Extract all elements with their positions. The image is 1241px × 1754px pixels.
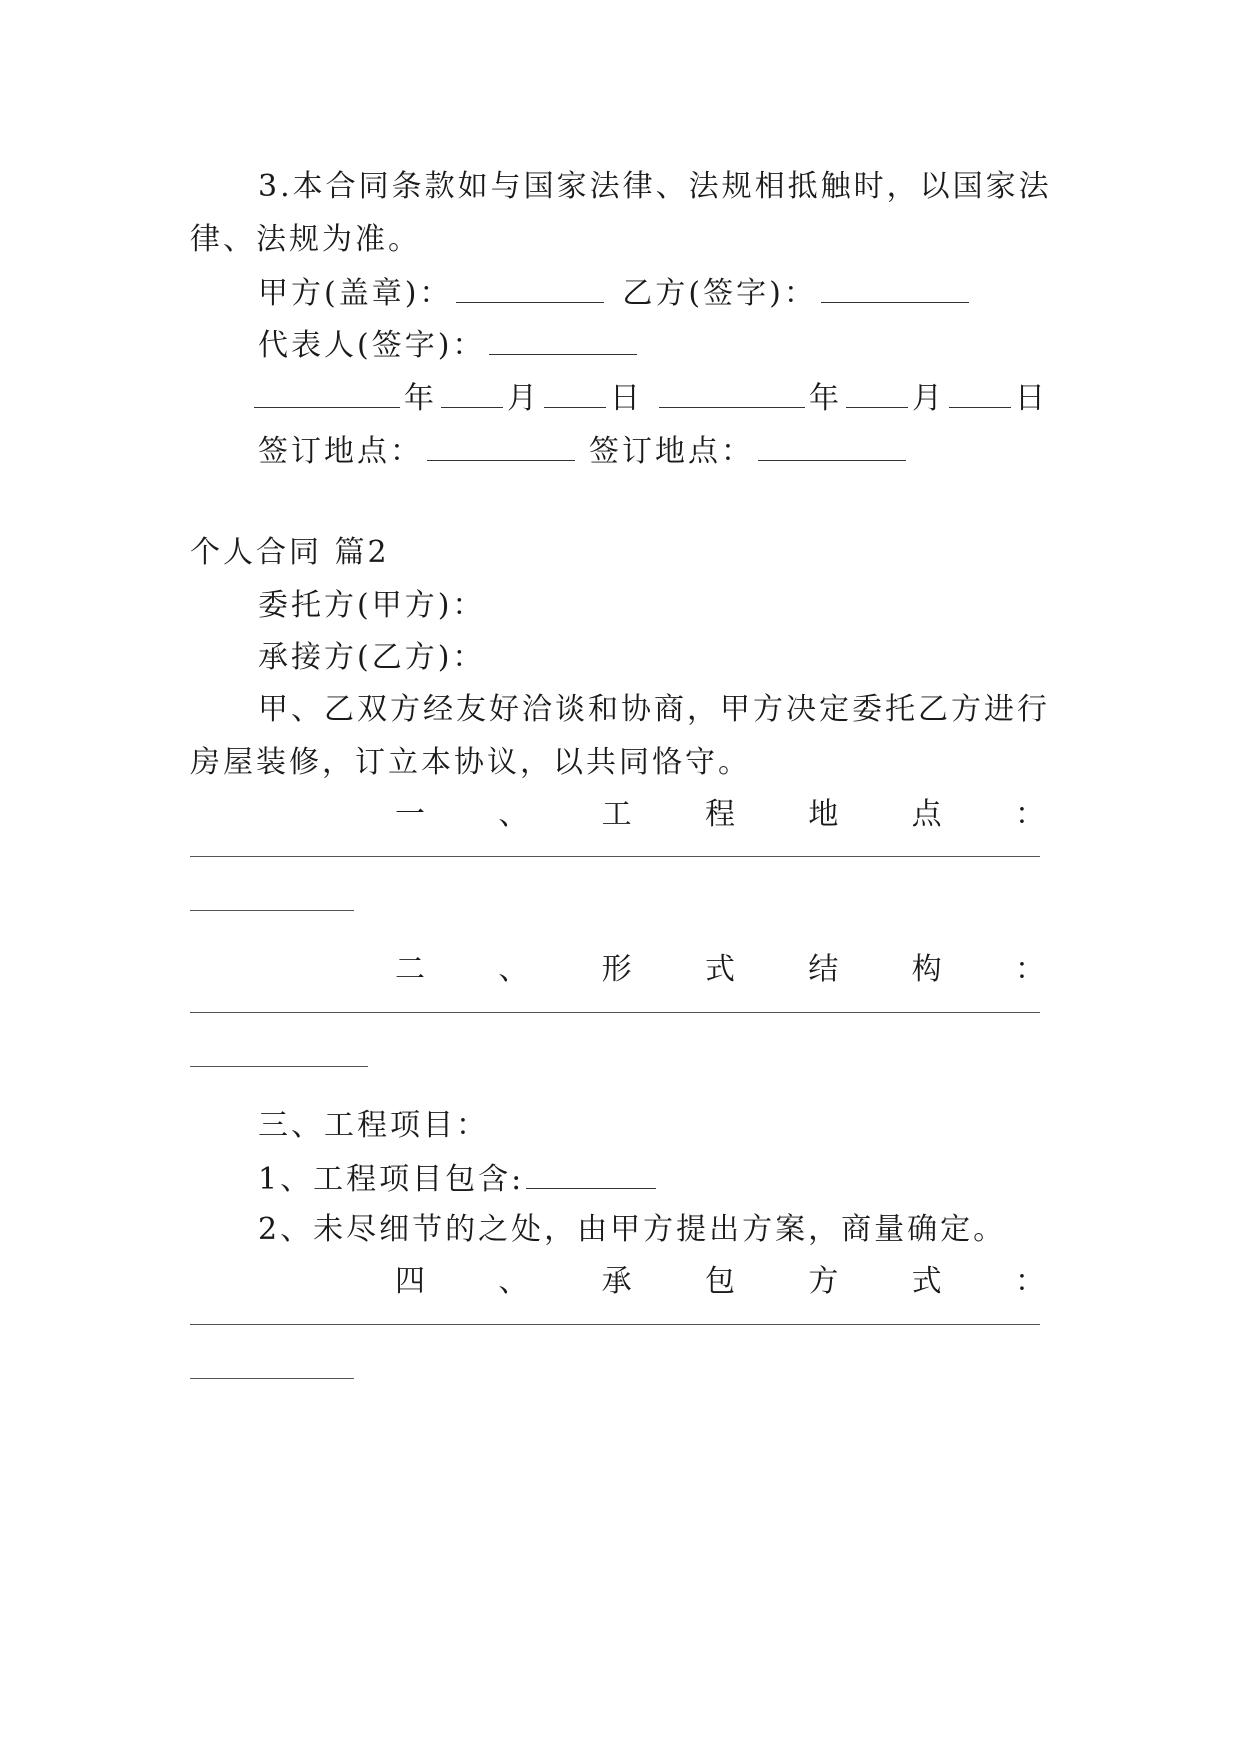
item-3-heading: 三、工程项目： <box>258 1108 489 1143</box>
party-b-label: 乙方(签字)： <box>622 276 817 311</box>
item-2-char: 式 <box>704 952 735 987</box>
item-2-char: 二 <box>395 952 425 987</box>
item-4-char: 包 <box>704 1264 735 1299</box>
place-b-blank <box>758 430 906 461</box>
item-1-fill-line-1 <box>190 856 1040 857</box>
date-a-day-blank <box>544 377 606 408</box>
item-3-sub-1-blank <box>526 1158 656 1189</box>
section-heading: 个人合同 篇2 <box>190 535 390 570</box>
clause-3-line-2: 律、法规为准。 <box>190 222 421 257</box>
item-2-char: ： <box>1014 952 1045 987</box>
item-1-char: 工 <box>601 797 632 832</box>
item-1-char: ： <box>1014 797 1045 832</box>
item-2-char: 形 <box>601 952 632 987</box>
item-1-char: 、 <box>498 797 529 832</box>
date-b-month-label: 月 <box>912 381 945 416</box>
clause-3-line-1: 3.本合同条款如与国家法律、法规相抵触时，以国家法 <box>258 169 1052 204</box>
item-1-char: 程 <box>704 797 735 832</box>
party-a-label: 甲方(盖章)： <box>258 276 453 311</box>
item-3-sub-2: 2、未尽细节的之处，由甲方提出方案，商量确定。 <box>258 1212 1007 1247</box>
place-row <box>258 430 1050 472</box>
party-b-blank <box>821 272 969 303</box>
item-2-char: 构 <box>911 952 942 987</box>
item-4-char: 方 <box>808 1264 839 1299</box>
item-2-heading <box>395 950 1045 990</box>
party-signature-row <box>258 272 1050 314</box>
item-4-char: 、 <box>498 1264 529 1299</box>
item-2-fill-line-2 <box>190 1066 368 1067</box>
item-1-fill-line-2 <box>190 910 354 911</box>
date-a-month-label: 月 <box>507 381 540 416</box>
representative-row <box>258 324 1050 366</box>
item-1-char: 一 <box>395 797 425 832</box>
item-2-char: 、 <box>498 952 529 987</box>
item-3-sub-1-row <box>258 1158 1050 1200</box>
item-4-heading <box>395 1262 1045 1302</box>
contractor-label: 承接方(乙方)： <box>258 640 486 675</box>
representative-label: 代表人(签字)： <box>258 328 486 363</box>
item-1-char: 点 <box>911 797 942 832</box>
item-4-char: 式 <box>911 1264 942 1299</box>
intro-line-1: 甲、乙双方经友好洽谈和协商，甲方决定委托乙方进行 <box>258 692 1050 727</box>
date-a-day-label: 日 <box>610 381 643 416</box>
date-a-year-blank <box>254 377 400 408</box>
place-a-label: 签订地点： <box>258 434 423 469</box>
item-4-char: ： <box>1014 1264 1045 1299</box>
date-b-day-blank <box>949 377 1011 408</box>
item-4-fill-line-1 <box>190 1324 1040 1325</box>
item-2-char: 结 <box>808 952 839 987</box>
date-b-year-blank <box>659 377 805 408</box>
item-3-sub-1-label: 1、工程项目包含: <box>258 1162 525 1197</box>
intro-line-2: 房屋装修，订立本协议，以共同恪守。 <box>190 745 751 780</box>
item-2-fill-line-1 <box>190 1012 1040 1013</box>
date-row <box>254 377 1046 419</box>
date-b-day-label: 日 <box>1015 381 1048 416</box>
item-1-char: 地 <box>808 797 839 832</box>
place-a-blank <box>427 430 575 461</box>
date-b-year-label: 年 <box>809 381 842 416</box>
date-a-year-label: 年 <box>404 381 437 416</box>
item-1-heading <box>395 795 1045 835</box>
item-4-fill-line-2 <box>190 1378 354 1379</box>
date-b-month-blank <box>846 377 908 408</box>
date-a-month-blank <box>441 377 503 408</box>
party-a-blank <box>456 272 604 303</box>
item-4-char: 四 <box>395 1264 425 1299</box>
place-b-label: 签订地点： <box>589 434 754 469</box>
representative-blank <box>489 324 637 355</box>
client-label: 委托方(甲方)： <box>258 588 486 623</box>
item-4-char: 承 <box>601 1264 632 1299</box>
